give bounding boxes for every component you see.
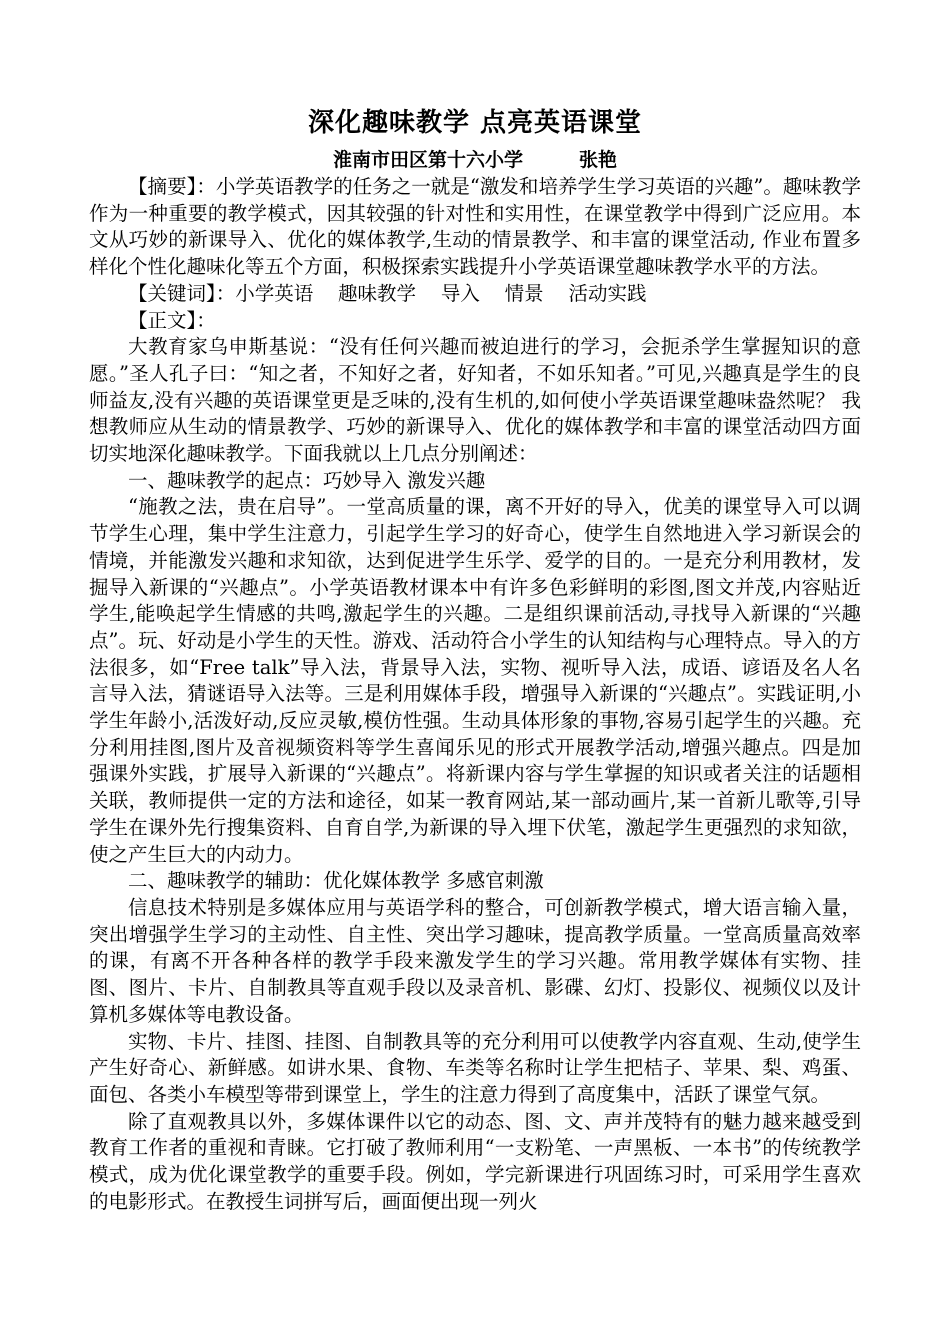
abstract (89, 174, 861, 281)
paragraph-section-2b: 实物、卡片、挂图、挂图、自制教具等的充分利用可以使教学内容直观、生动,使学生产生好奇心、新鲜感。如讲水果、食物、车类等名称时让学生把桔子、苹果、梨、鸡蛋、面包、各类小车模型等带到课堂上，学生的注意力得到了高度集中，活跃了课堂气氛。 (89, 1029, 861, 1106)
article-title: 深化趣味教学 点亮英语课堂 (307, 108, 643, 138)
section-heading-2: 二、趣味教学的辅助：优化媒体教学 多感官刺激 (128, 869, 544, 893)
keywords-label: 【关键词】： (128, 281, 236, 305)
paragraph-section-2a: 信息技术特别是多媒体应用与英语学科的整合，可创新教学模式，增大语言输入量，突出增强学生学习的主动性、自主性、突出学习趣味，提高教学质量。一堂高质量高效率的课，有离不开各种各样的教学手段来激发学生的学习兴趣。常用教学媒体有实物、挂图、图片、卡片、自制教具等直观手段以及录音机、影碟、幻灯、投影仪、视频仪以及计算机多媒体等电教设备。 (89, 895, 861, 1026)
keywords (89, 281, 861, 308)
paragraph-section-2c: 除了直观教具以外，多媒体课件以它的动态、图、文、声并茂特有的魅力越来越受到教育工作者的重视和青睐。它打破了教师利用“一支粉笔、一声黑板、一本书”的传统教学模式，成为优化课堂教学的重要手段。例如，学完新课进行巩固练习时，可采用学生喜欢的电影形式。在教授生词拼写后，画面便出现一列火 (89, 1109, 861, 1213)
author-name: 张艳 (579, 149, 618, 171)
abstract-text: 小学英语教学的任务之一就是“激发和培养学生学习英语的兴趣”。趣味教学作为一种重要的教学模式，因其较强的针对性和实用性，在课堂教学中得到广泛应用。本文从巧妙的新课导入、优化的媒体教学,生动的情景教学、和丰富的课堂活动, 作业布置多样化个性化趣味化等五个方面，积极探索实践提升小学英语课堂趣味教学水平的方法。 (89, 175, 861, 279)
paragraph-section-1: “施教之法，贵在启导”。一堂高质量的课，离不开好的导入，优美的课堂导入可以调节学生心理，集中学生注意力，引起学生学习的好奇心，使学生自然地进入学习新误会的情境，并能激发兴趣和求知欲，达到促进学生乐学、爱学的目的。一是充分利用教材，发掘导入新课的“兴趣点”。小学英语教材课本中有许多色彩鲜明的彩图,图文并茂,内容贴近学生,能唤起学生情感的共鸣,激起学生的兴趣。二是组织课前活动,寻找导入新课的“兴趣点”。玩、好动是小学生的天性。游戏、活动符合小学生的认知结构与心理特点。导入的方法很多，如“Free talk”导入法，背景导入法，实物、视听导入法，成语、谚语及名人名言导入法，猜谜语导入法等。三是利用媒体手段，增强导入新课的“兴趣点”。实践证明,小学生年龄小,活泼好动,反应灵敏,模仿性强。生动具体形象的事物,容易引起学生的兴趣。充分利用挂图,图片及音视频资料等学生喜闻乐见的形式开展教学活动,增强兴趣点。四是加强课外实践，扩展导入新课的“兴趣点”。将新课内容与学生掌握的知识或者关注的话题相关联，教师提供一定的方法和途径，如某一教育网站,某一部动画片,某一首新儿歌等,引导学生在课外先行搜集资料、自育自学,为新课的导入埋下伏笔，激起学生更强烈的求知欲，使之产生巨大的内动力。 (89, 495, 861, 866)
school-name: 淮南市田区第十六小学 (332, 149, 523, 171)
keywords-text: 小学英语 趣味教学 导入 情景 活动实践 (235, 281, 647, 305)
abstract-label: 【摘要】： (128, 175, 216, 198)
document-page (89, 104, 861, 1215)
section-heading-1: 一、趣味教学的起点：巧妙导入 激发兴趣 (128, 468, 486, 492)
byline (89, 146, 861, 174)
body-label: 【正文】： (128, 308, 216, 332)
paragraph-intro: 大教育家乌申斯基说：“没有任何兴趣而被迫进行的学习，会扼杀学生掌握知识的意愿。”圣人孔子曰：“知之者，不知好之者，好知者，不如乐知者。”可见,兴趣真是学生的良师益友,没有兴趣的英语课堂更是乏味的,没有生机的,如何使小学英语课堂趣味盎然呢？ 我想教师应从生动的情景教学、巧妙的新课导入、优化的媒体教学和丰富的课堂活动四方面切实地深化趣味教学。下面我就以上几点分别阐述： (89, 335, 861, 466)
